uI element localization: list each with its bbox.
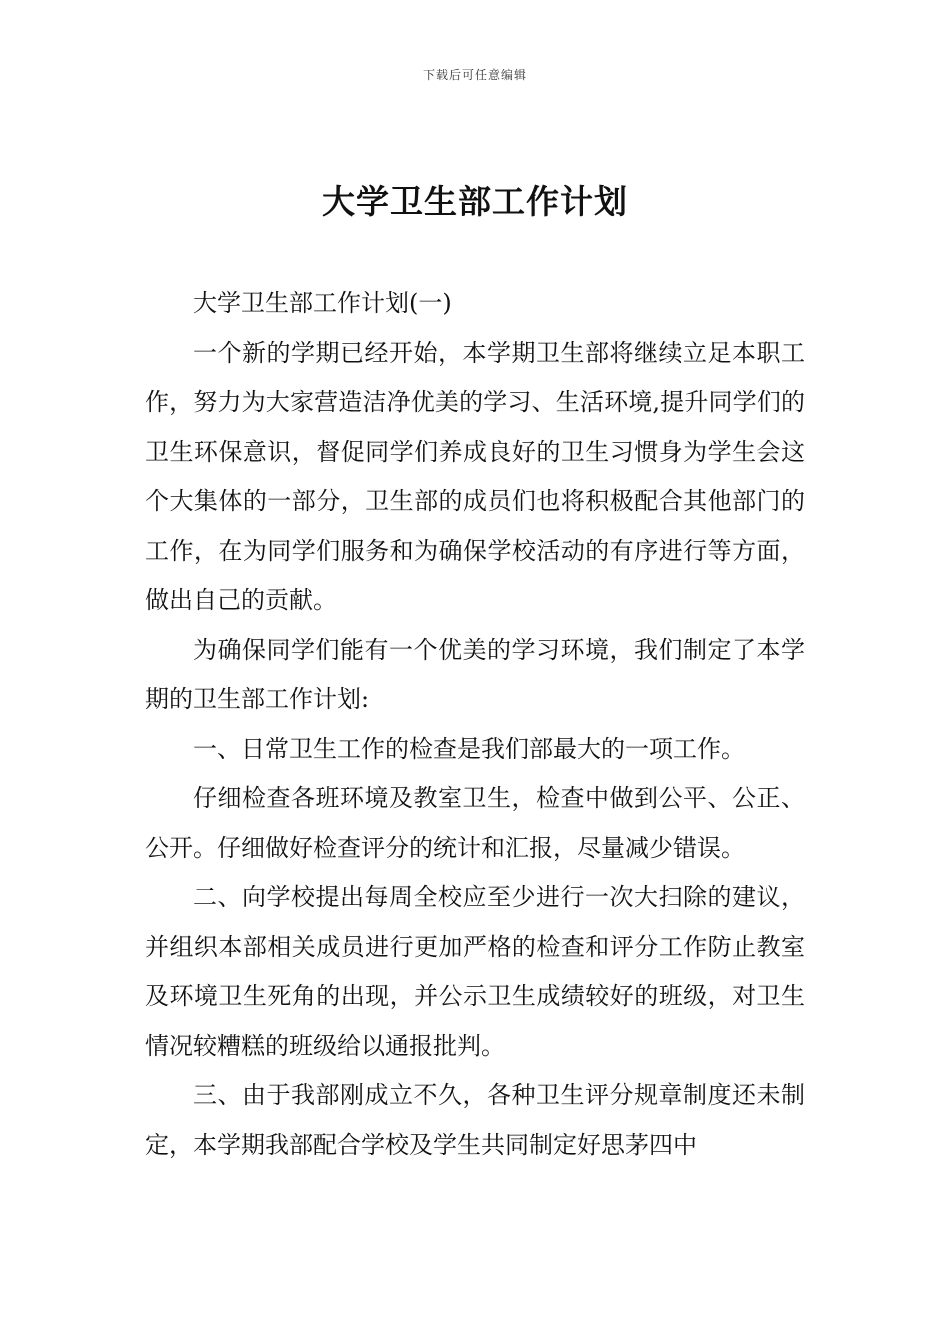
document-title: 大学卫生部工作计划 bbox=[322, 182, 628, 221]
paragraph-section-heading: 大学卫生部工作计划(一) bbox=[193, 289, 452, 317]
paragraph-intro: 一个新的学期已经开始，本学期卫生部将继续立足本职工作，努力为大家营造洁净优美的学习、生活环境,提升同学们的卫生环保意识，督促同学们养成良好的卫生习惯身为学生会这个大集体的一部分，卫生部的成员们也将积极配合其他部门的工作，在为同学们服务和为确保学校活动的有序进行等方面，做出自己的贡献。 bbox=[145, 338, 805, 614]
document-body bbox=[145, 279, 805, 1170]
header-note: 下载后可任意编辑 bbox=[422, 68, 527, 82]
paragraph-item-one: 一、日常卫生工作的检查是我们部最大的一项工作。 bbox=[193, 734, 745, 763]
paragraph-item-three: 三、由于我部刚成立不久，各种卫生评分规章制度还未制定，本学期我部配合学校及学生共同制定好思茅四中 bbox=[145, 1081, 805, 1159]
paragraph-item-one-detail: 仔细检查各班环境及教室卫生，检查中做到公平、公正、公开。仔细做好检查评分的统计和汇报，尽量减少错误。 bbox=[145, 784, 805, 862]
paragraph-plan-lead: 为确保同学们能有一个优美的学习环境，我们制定了本学期的卫生部工作计划: bbox=[145, 635, 805, 713]
paragraph-item-two: 二、向学校提出每周全校应至少进行一次大扫除的建议，并组织本部相关成员进行更加严格的检查和评分工作防止教室及环境卫生死角的出现，并公示卫生成绩较好的班级，对卫生情况较糟糕的班级给以通报批判。 bbox=[145, 883, 805, 1060]
